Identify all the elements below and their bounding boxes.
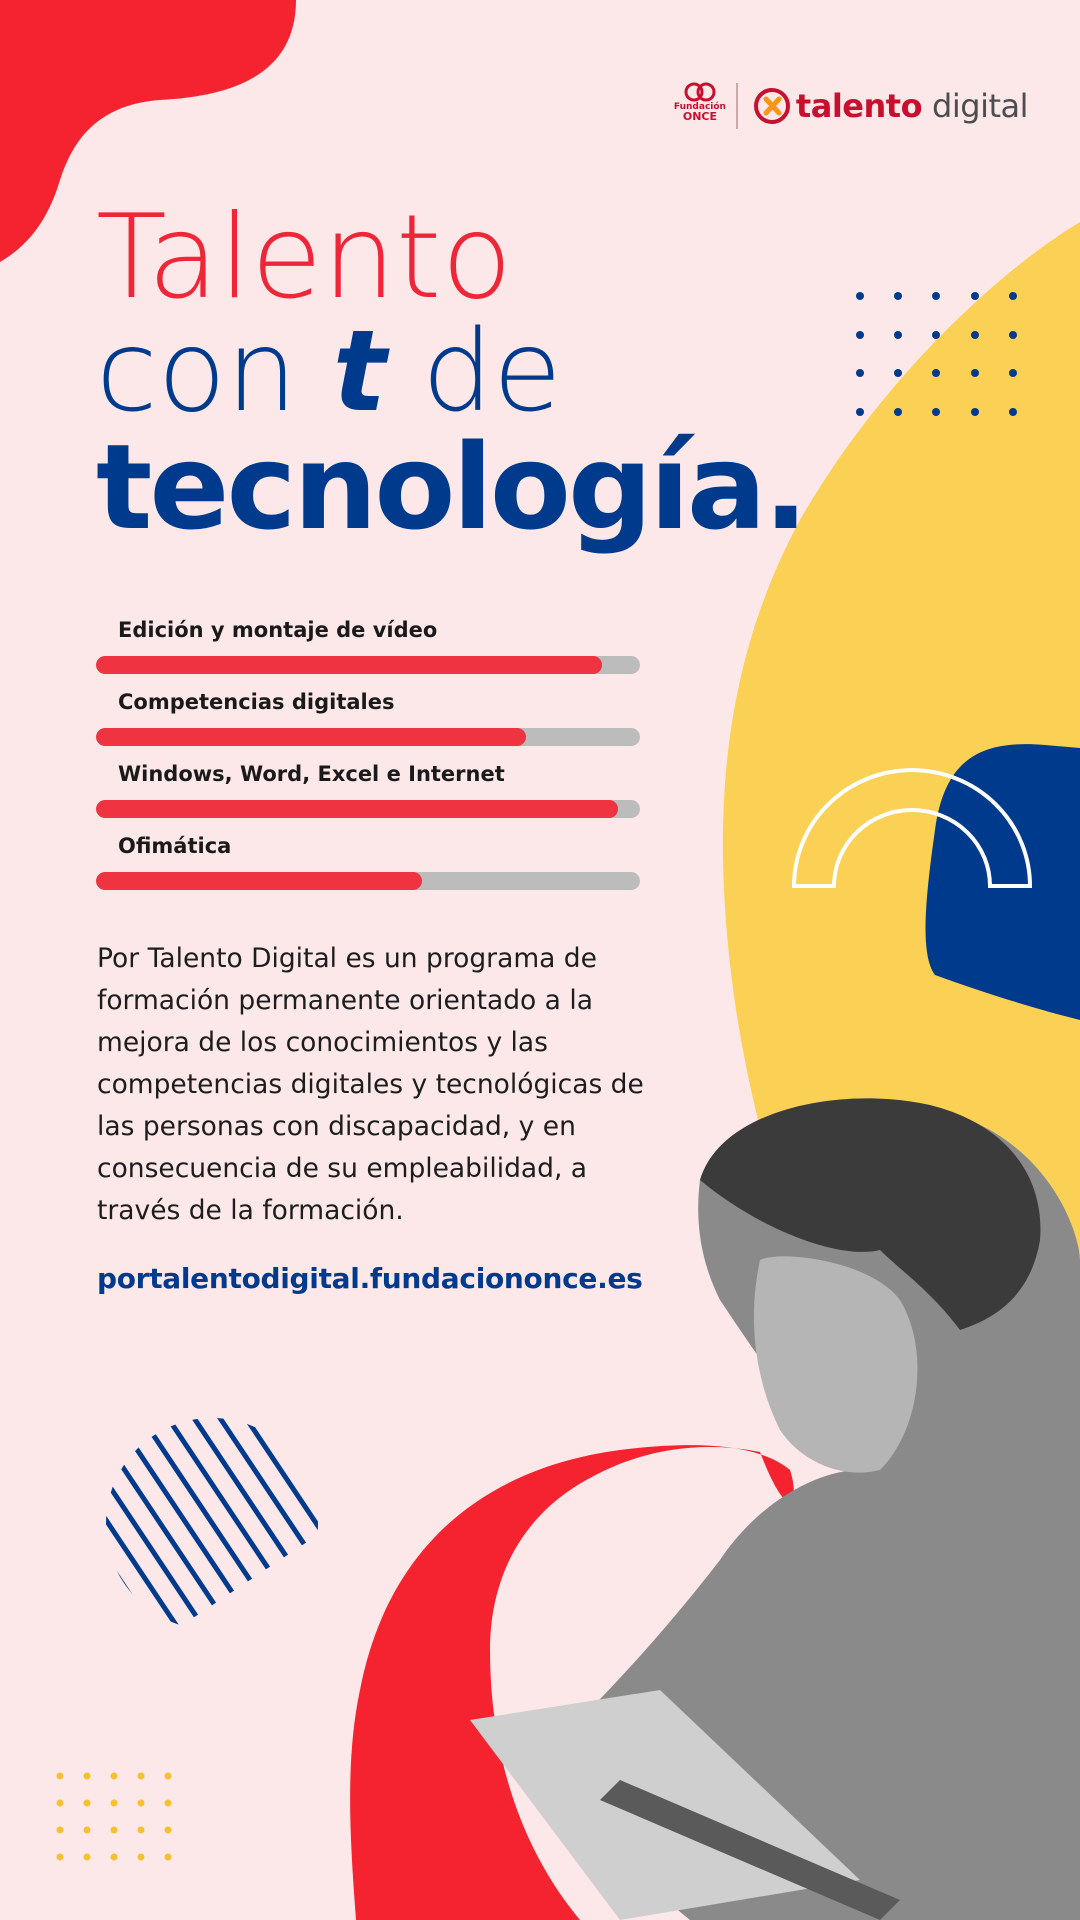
headline-line3: tecnología. [96, 418, 806, 556]
x-circle-icon [752, 86, 792, 126]
skill-label: Edición y montaje de vídeo [118, 618, 438, 642]
logo-divider [736, 83, 738, 129]
skill-progress-fill [96, 800, 618, 818]
yellow-dot-grid [57, 1773, 172, 1861]
skills-list [96, 614, 642, 902]
navy-blob [926, 744, 1080, 1020]
headline-emphasis-t: t [332, 307, 387, 437]
skill-item [96, 686, 642, 758]
skill-item [96, 758, 642, 830]
skill-progress-fill [96, 656, 602, 674]
skill-label: Competencias digitales [118, 690, 395, 714]
skill-progress-bar [96, 872, 640, 890]
program-description: Por Talento Digital es un programa de formación permanente orientado a la mejora de los conocimientos y las competencias digitales y tecnológicas de las personas con discapacidad, y en consecuencia de su empleabilidad, a través de la formación. [97, 943, 644, 1226]
once-rings-icon [674, 80, 726, 104]
skill-progress-bar [96, 656, 640, 674]
headline-line2: con t de [96, 307, 562, 437]
skill-progress-bar [96, 800, 640, 818]
skill-label: Windows, Word, Excel e Internet [118, 762, 505, 786]
once-wordmark: Fundación ONCE [673, 102, 726, 123]
skill-progress-fill [96, 872, 422, 890]
striped-circle [0, 1316, 376, 1700]
skill-progress-fill [96, 728, 526, 746]
skill-item [96, 614, 642, 686]
website-link[interactable]: portalentodigital.fundaciononce.es [97, 1262, 643, 1295]
brand-digital: digital [932, 87, 1028, 125]
skill-label: Ofimática [118, 834, 232, 858]
headline-line1: Talento [96, 190, 513, 325]
headline [96, 190, 806, 556]
logo-lockup[interactable] [674, 78, 1028, 134]
skill-progress-bar [96, 728, 640, 746]
fundacion-once-logo [674, 80, 726, 132]
skill-item [96, 830, 642, 902]
brand-talento: talento [795, 87, 923, 125]
